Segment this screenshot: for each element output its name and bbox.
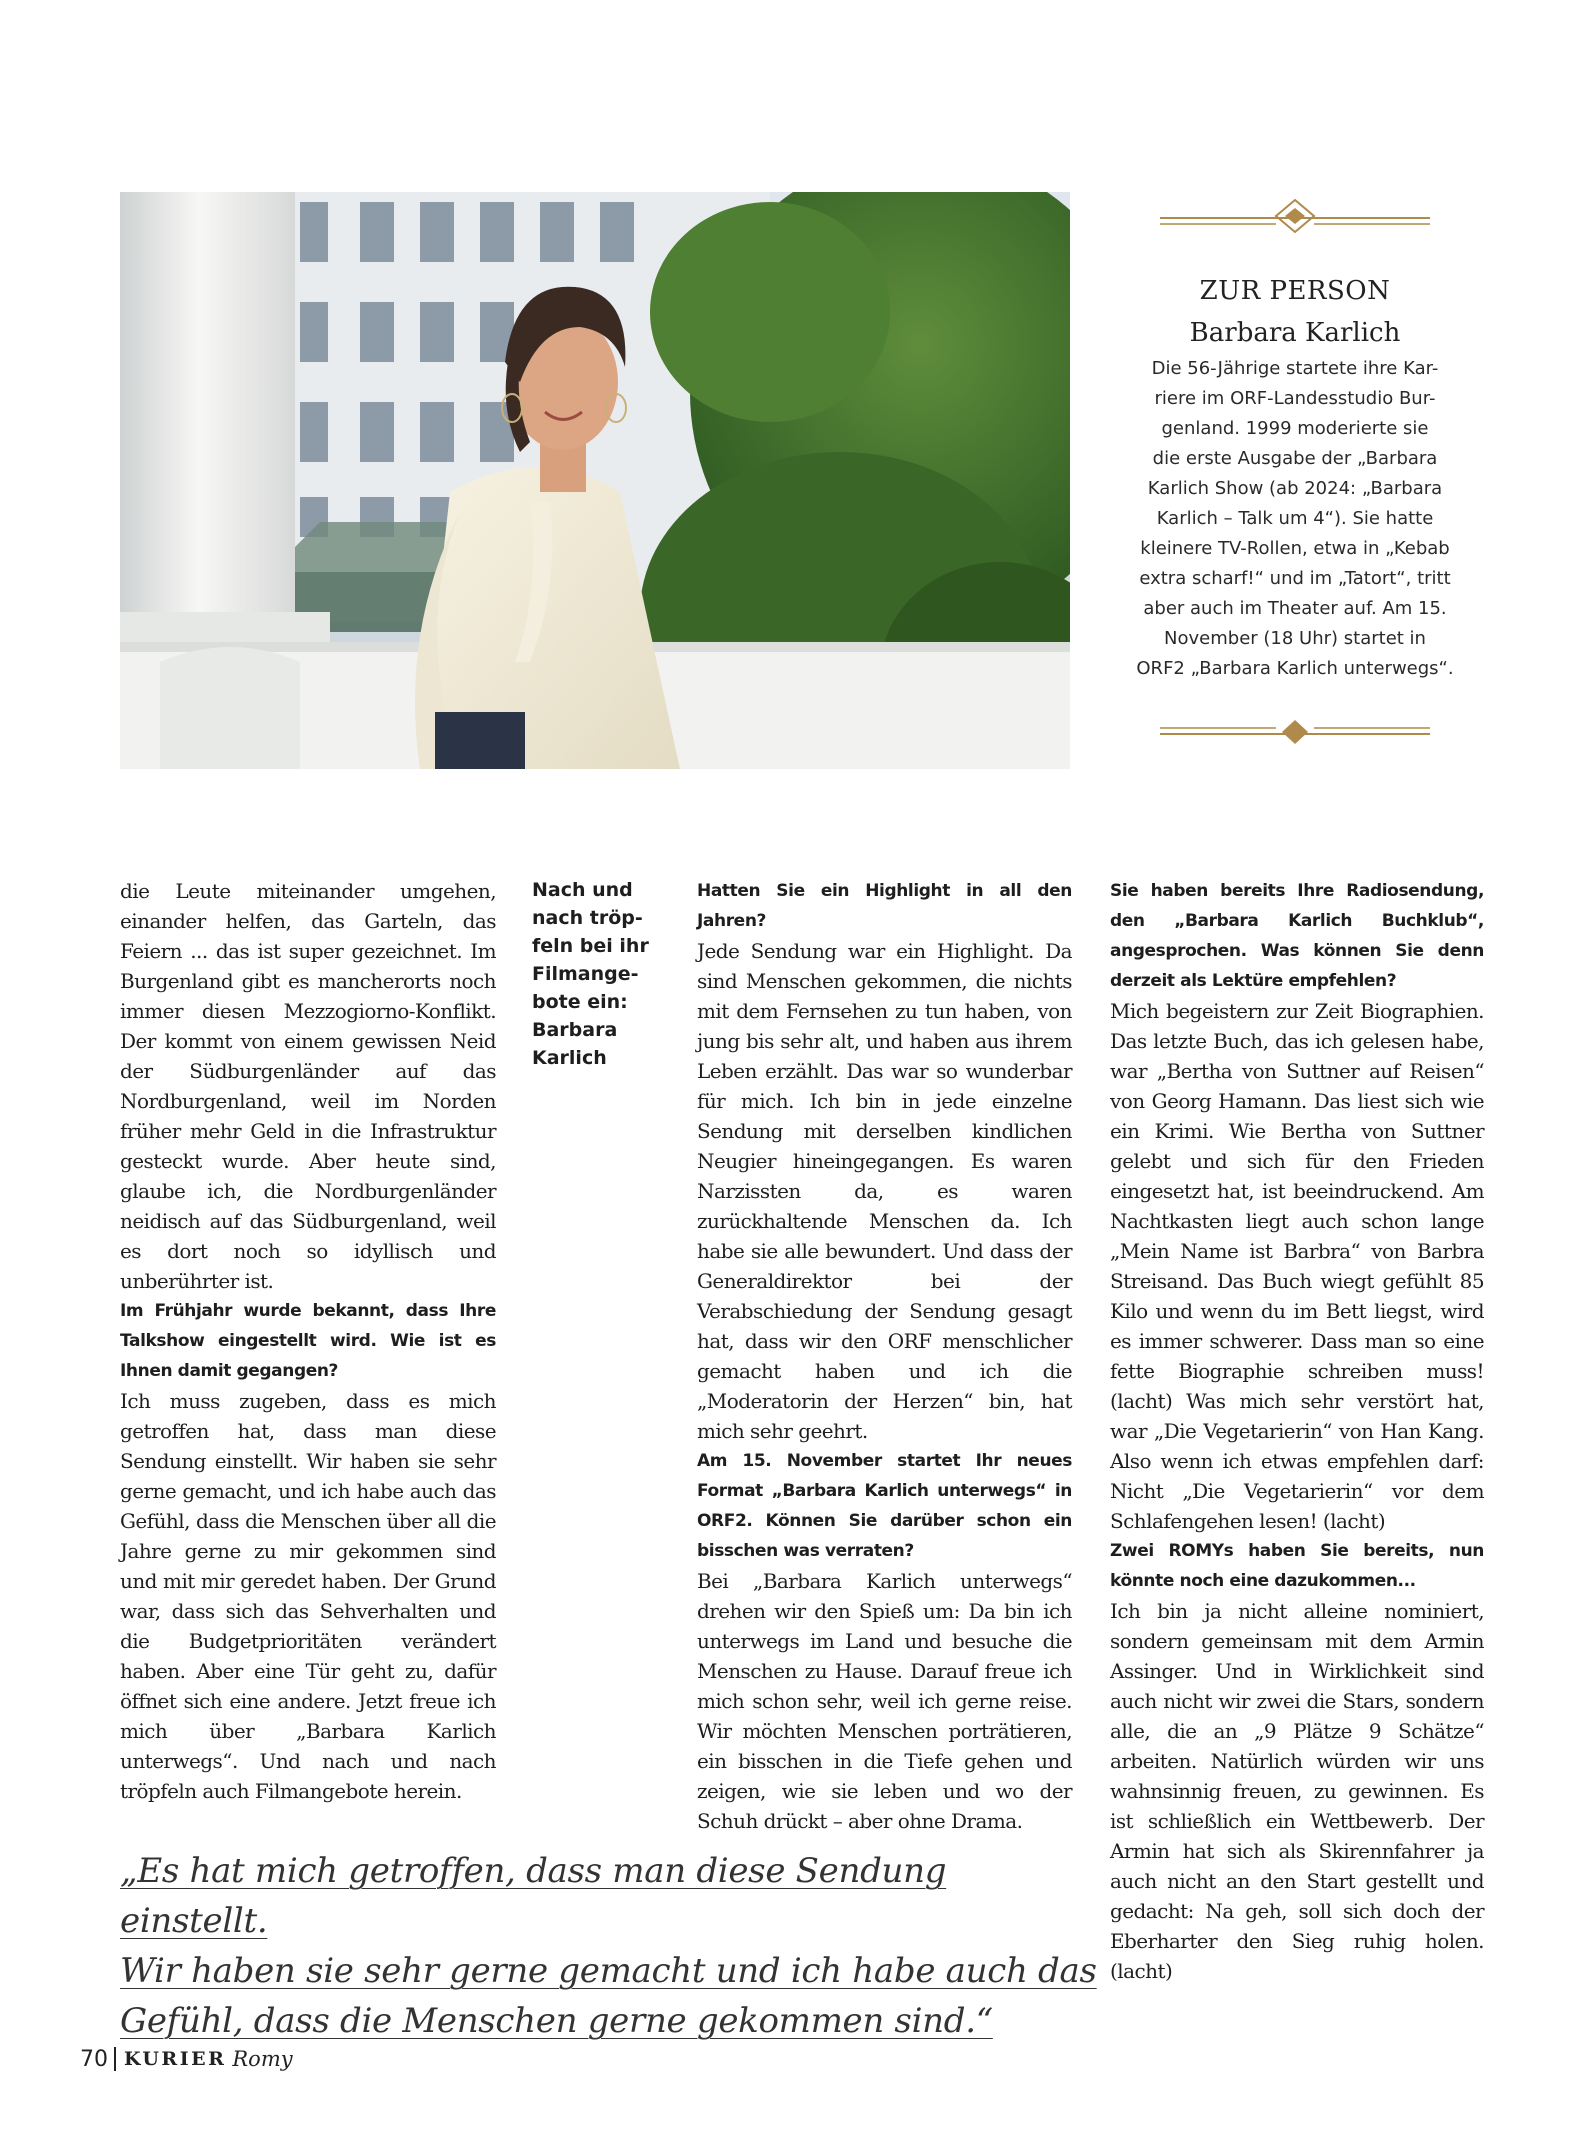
- interview-answer: Mich begeistern zur Zeit Biographien. Das letzte Buch, das ich gelesen habe, war „Bertha von Suttner auf Reisen“ von Georg Hamann. Das liest sich wie ein Krimi. Wie Bertha von Suttner gelebt und sich für den Frieden eingesetzt hat, ist beeindruckend. Am Nachtkasten liegt auch schon lange „Mein Name ist Barbra“ von Barbra Streisand. Das Buch wiegt gefühlt 85 Kilo und wenn du im Bett liegst, wird es immer schwerer. Dass man so eine fette Biographie schreiben muss! (lacht) Was mich sehr verstört hat, war „Die Vegetarierin“ von Han Kang. Also wenn ich etwas empfehlen darf: Nicht „Die Vegetarierin“ vor dem Schlafengehen lesen! (lacht): [1110, 999, 1484, 1533]
- interview-question: Im Frühjahr wurde bekannt, dass Ihre Talkshow eingestellt wird. Wie ist es Ihnen damit gegangen?: [120, 1301, 496, 1381]
- info-text-line: aber auch im Theater auf. Am 15.: [1143, 598, 1447, 619]
- info-text-line: Die 56-Jährige startete ihre Kar-: [1151, 358, 1439, 379]
- info-text-line: extra scharf!“ und im „Tatort“, tritt: [1139, 568, 1451, 589]
- info-text-line: Karlich – Talk um 4“). Sie hatte: [1156, 508, 1434, 529]
- article-column-1: [120, 876, 496, 1806]
- pull-quote-line: Wir haben sie sehr gerne gemacht und ich habe auch das: [120, 1951, 1097, 1991]
- interview-question: Zwei ROMYs haben Sie bereits, nun könnte noch eine dazukommen...: [1110, 1541, 1484, 1591]
- info-text-line: Karlich Show (ab 2024: „Barbara: [1147, 478, 1443, 499]
- ornament-bottom-icon: [1158, 716, 1432, 756]
- interview-answer: Ich muss zugeben, dass es mich getroffen hat, dass man diese Sendung einstellt. Wir haben sie sehr gerne gemacht, und ich habe auch das Gefühl, dass die Menschen über all die Jahre gerne zu mir gekommen sind und mit mir geredet haben. Der Grund war, dass sich das Sehverhalten und die Budgetprioritäten verändert haben. Aber eine Tür geht zu, dafür öffnet sich eine andere. Jetzt freue ich mich über „Barbara Karlich unterwegs“. Und nach und nach tröpfeln auch Filmangebote herein.: [120, 1389, 496, 1803]
- article-column-3: [1110, 876, 1484, 1986]
- info-box-zur-person: [1108, 192, 1482, 770]
- footer-divider: [114, 2047, 116, 2071]
- info-text-line: die erste Ausgabe der „Barbara: [1152, 448, 1438, 469]
- pull-quote-line: „Es hat mich getroffen, dass man diese Sendung einstellt.: [120, 1851, 947, 1941]
- photo-caption: Nach und nach tröp-feln bei ihr Filmange-bote ein: Barbara Karlich: [532, 879, 649, 1069]
- article-column-2: [697, 876, 1072, 1836]
- interview-question: Sie haben bereits Ihre Radiosendung, den „Barbara Karlich Buchklub“, angesprochen. Was können Sie denn derzeit als Lektüre empfehlen?: [1110, 881, 1484, 991]
- page-footer: [80, 2044, 293, 2074]
- ornament-top-icon: [1158, 196, 1432, 236]
- interview-answer: die Leute miteinander umgehen, einander helfen, das Garteln, das Feiern ... das ist super gezeichnet. Im Burgenland gibt es mancherorts noch immer diesen Mezzogiorno-Konflikt. Der kommt von einem gewissen Neid der Südburgenländer auf das Nordburgenland, weil im Norden früher mehr Geld in die Infrastruktur gesteckt wurde. Aber heute sind, glaube ich, die Nordburgenländer neidisch auf das Südburgenland, weil es dort noch so idyllisch und unberührter ist.: [120, 879, 496, 1293]
- info-text: [1112, 354, 1478, 684]
- info-text-line: riere im ORF-Landesstudio Bur-: [1154, 388, 1436, 409]
- portrait-photo: [120, 192, 1070, 769]
- info-text-line: ORF2 „Barbara Karlich unterwegs“.: [1136, 658, 1454, 679]
- info-text-line: November (18 Uhr) startet in: [1164, 628, 1426, 649]
- info-name: Barbara Karlich: [1189, 318, 1401, 348]
- info-text-line: genland. 1999 moderierte sie: [1161, 418, 1429, 439]
- magazine-name: Romy: [232, 2047, 293, 2071]
- pull-quote-line: Gefühl, dass die Menschen gerne gekommen sind.“: [120, 2001, 993, 2041]
- interview-answer: Ich bin ja nicht alleine nominiert, sondern gemeinsam mit dem Armin Assinger. Und in Wirklichkeit sind auch nicht wir zwei die Stars, sondern alle, die an „9 Plätze 9 Schätze“ arbeiten. Natürlich würden wir uns wahnsinnig freuen, zu gewinnen. Es ist schließlich ein Wettbewerb. Der Armin hat sich als Skirennfahrer ja auch nicht an den Start gestellt und gedacht: Na geh, soll sich doch der Eberharter den Sieg ruhig holen. (lacht): [1110, 1599, 1484, 1983]
- page-number: 70: [80, 2046, 108, 2072]
- interview-answer: Bei „Barbara Karlich unterwegs“ drehen wir den Spieß um: Da bin ich unterwegs im Land und besuche die Menschen zu Hause. Darauf freue ich mich schon sehr, weil ich gerne reise. Wir möchten Menschen porträtieren, ein bisschen in die Tiefe gehen und zeigen, wie sie leben und wo der Schuh drückt – aber ohne Drama.: [697, 1569, 1072, 1833]
- info-heading: ZUR PERSON: [1199, 276, 1391, 306]
- info-text-line: kleinere TV-Rollen, etwa in „Kebab: [1140, 538, 1450, 559]
- interview-question: Hatten Sie ein Highlight in all den Jahren?: [697, 881, 1072, 931]
- interview-answer: Jede Sendung war ein Highlight. Da sind Menschen gekommen, die nichts mit dem Fernsehen zu tun haben, von jung bis sehr alt, und haben aus ihrem Leben erzählt. Das war so wunderbar für mich. Ich bin in jede einzelne Sendung mit derselben kindlichen Neugier hineingegangen. Es waren Narzissten da, es waren zurückhaltende Menschen da. Ich habe sie alle bewundert. Und dass der Generaldirektor bei der Verabschiedung der Sendung gesagt hat, dass wir den ORF menschlicher gemacht haben und ich die „Moderatorin der Herzen“ bin, hat mich sehr geehrt.: [697, 939, 1072, 1443]
- brand-name: KURIER: [124, 2048, 227, 2070]
- interview-question: Am 15. November startet Ihr neues Format „Barbara Karlich unterwegs“ in ORF2. Können Sie darüber schon ein bisschen was verraten?: [697, 1451, 1072, 1561]
- pull-quote: [120, 1846, 1100, 2046]
